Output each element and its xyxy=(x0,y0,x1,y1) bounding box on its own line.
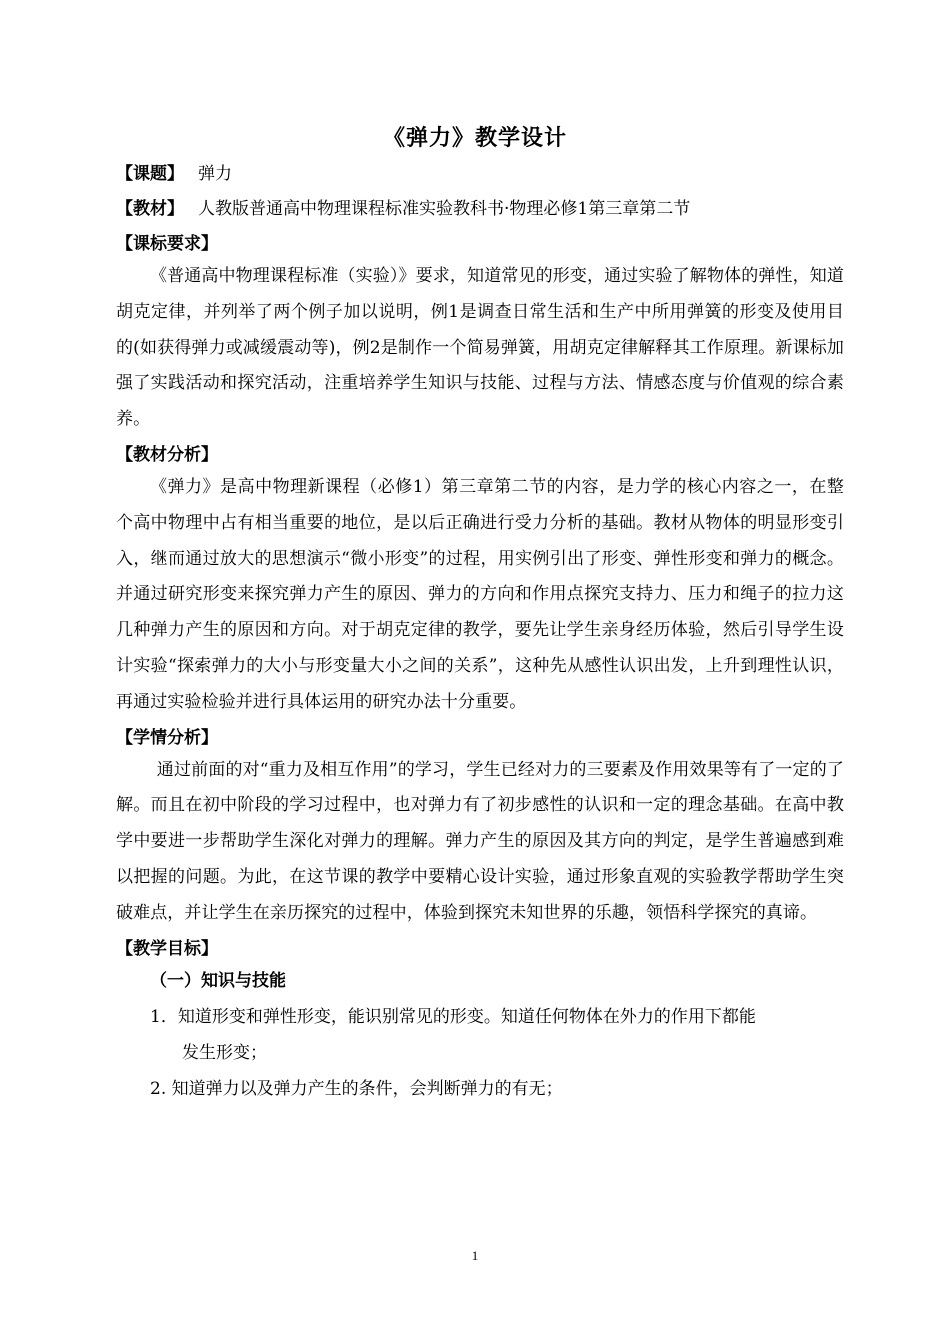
knowledge-skills-heading: （一）知识与技能 xyxy=(150,970,286,991)
textbook-value: 人教版普通高中物理课程标准实验教科书·物理必修1第三章第二节 xyxy=(198,199,691,219)
textbook-row xyxy=(116,195,844,223)
student-analysis-heading xyxy=(116,724,844,752)
page-number: 1 xyxy=(471,1248,479,1263)
objectives-heading xyxy=(116,935,844,963)
objective-item-2: 2. 知道弹力以及弹力产生的条件，会判断弹力的有无； xyxy=(150,1078,563,1099)
document-title: 《弹力》教学设计 xyxy=(382,126,567,151)
standards-label: 【课标要求】 xyxy=(116,234,218,254)
topic-label: 【课题】 xyxy=(116,164,184,184)
textbook-analysis-paragraph: 《弹力》是高中物理新课程（必修1）第三章第二节的内容，是力学的核心内容之一，在整个高中物理中占有相当重要的地位，是以后正确进行受力分析的基础。教材从物体的明显形变引入，继而通过放大的思想演示“微小形变”的过程，用实例引出了形变、弹性形变和弹力的概念。并通过研究形变来探究弹力产生的原因、弹力的方向和作用点探究支持力、压力和绳子的拉力这几种弹力产生的原因和方向。对于胡克定律的教学，要先让学生亲身经历体验，然后引导学生设计实验“探索弹力的大小与形变量大小之间的关系”，这种先从感性认识出发，上升到理性认识，再通过实验检验并进行具体运用的研究办法十分重要。 xyxy=(116,476,844,712)
standards-heading xyxy=(116,230,844,258)
objective-item-1: 1．知道形变和弹性形变，能识别常见的形变。知道任何物体在外力的作用下都能 xyxy=(150,1006,756,1027)
textbook-label: 【教材】 xyxy=(116,199,184,219)
topic-row xyxy=(116,160,844,188)
textbook-analysis-heading xyxy=(116,441,844,469)
objective-item-1-continued: 发生形变； xyxy=(182,1042,267,1063)
student-analysis-paragraph: 通过前面的对“重力及相互作用”的学习，学生已经对力的三要素及作用效果等有了一定的了解。而且在初中阶段的学习过程中，也对弹力有了初步感性的认识和一定的理念基础。在高中教学中要进一步帮助学生深化对弹力的理解。弹力产生的原因及其方向的判定，是学生普遍感到难以把握的问题。为此，在这节课的教学中要精心设计实验，通过形象直观的实验教学帮助学生突破难点，并让学生在亲历探究的过程中，体验到探究未知世界的乐趣，领悟科学探究的真谛。 xyxy=(116,759,844,923)
textbook-analysis-label: 【教材分析】 xyxy=(116,444,218,465)
standards-paragraph: 《普通高中物理课程标准（实验）》要求，知道常见的形变，通过实验了解物体的弹性，知道胡克定律，并列举了两个例子加以说明，例1是调查日常生活和生产中所用弹簧的形变及使用目的(如获得弹力或减缓震动等)，例2是制作一个简易弹簧，用胡克定律解释其工作原理。新课标加强了实践活动和探究活动，注重培养学生知识与技能、过程与方法、情感态度与价值观的综合素养。 xyxy=(116,266,844,430)
student-analysis-label: 【学情分析】 xyxy=(116,727,218,748)
document-body xyxy=(116,160,844,1107)
objectives-label: 【教学目标】 xyxy=(116,938,218,959)
topic-value: 弹力 xyxy=(198,164,232,184)
